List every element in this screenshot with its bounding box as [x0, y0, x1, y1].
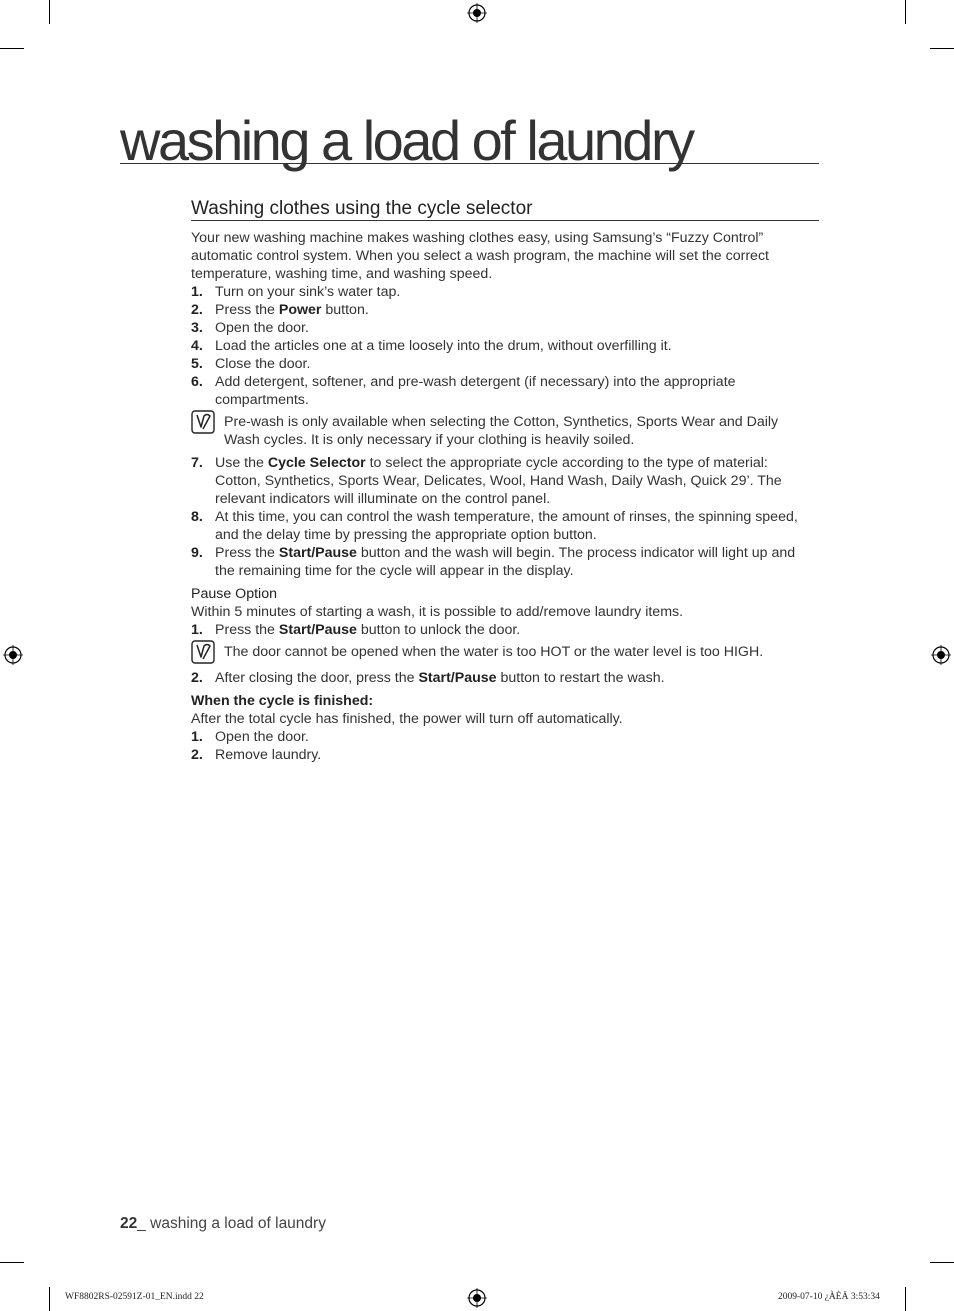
section-title: Washing clothes using the cycle selector: [191, 197, 819, 221]
note: [191, 413, 803, 449]
date-slug: 2009-07-10 ¿ÀÈÄ 3:53:34: [778, 1292, 880, 1302]
crop-mark: [0, 48, 24, 49]
list-item: 1. Turn on your sink’s water tap.: [191, 284, 401, 300]
note-text: The door cannot be opened when the water is too HOT or the water level is too HIGH.: [224, 644, 764, 660]
list-item: 2. After closing the door, press the Start/Pause button to restart the wash.: [191, 670, 665, 686]
crop-mark: [905, 1287, 906, 1311]
crop-mark: [49, 1287, 50, 1311]
crop-mark: [930, 1262, 954, 1263]
steps-list: [191, 728, 803, 764]
main-content: [191, 229, 803, 764]
note: [191, 643, 803, 664]
list-item: 9. Press the Start/Pause button and the wash will begin. The process indicator will light up and the remaining time for the cycle will appear in the display.: [191, 545, 796, 579]
footer-text: _ washing a load of laundry: [137, 1215, 326, 1232]
finished-heading: When the cycle is finished:: [191, 693, 374, 709]
page-title: washing a load of laundry: [120, 106, 819, 164]
crop-mark: [930, 48, 954, 49]
note-pencil-icon: [191, 640, 215, 664]
pause-option-intro: Within 5 minutes of starting a wash, it is possible to add/remove laundry items.: [191, 604, 684, 620]
pause-option-heading: Pause Option: [191, 586, 277, 602]
list-item: 3. Open the door.: [191, 320, 309, 336]
steps-list: [191, 283, 803, 409]
steps-list: [191, 454, 803, 580]
note-pencil-icon: [191, 410, 215, 434]
list-item: 8. At this time, you can control the wash temperature, the amount of rinses, the spinning speed, and the delay time by pressing the appropriate option button.: [191, 509, 798, 543]
finished-intro: After the total cycle has finished, the power will turn off automatically.: [191, 711, 623, 727]
registration-mark-icon: [3, 645, 23, 665]
list-item: 7. Use the Cycle Selector to select the appropriate cycle according to the type of material: Cotton, Synthetics, Sports Wear, Delicates, Wool, Hand Wash, Daily Wash, Quick 29’. The relevant indicators will illuminate on the control panel.: [191, 455, 782, 507]
list-item: 2. Remove laundry.: [191, 747, 322, 763]
list-item: 5. Close the door.: [191, 356, 311, 372]
crop-mark: [0, 1262, 24, 1263]
registration-mark-icon: [931, 645, 951, 665]
page-footer: [120, 1215, 326, 1233]
list-item: 2. Press the Power button.: [191, 302, 369, 318]
intro-paragraph: Your new washing machine makes washing clothes easy, using Samsung’s “Fuzzy Control” automatic control system. When you select a wash program, the machine will set the correct temperature, washing time, and washing speed.: [191, 230, 769, 282]
crop-mark: [905, 0, 906, 24]
list-item: 4. Load the articles one at a time loosely into the drum, without overfilling it.: [191, 338, 672, 354]
registration-mark-icon: [467, 1288, 487, 1308]
list-item: 6. Add detergent, softener, and pre-wash detergent (if necessary) into the appropriate compartments.: [191, 374, 736, 408]
crop-mark: [49, 0, 50, 24]
file-slug: WF8802RS-02591Z-01_EN.indd 22: [65, 1292, 204, 1302]
list-item: 1. Press the Start/Pause button to unlock the door.: [191, 622, 521, 638]
list-item: 1. Open the door.: [191, 729, 309, 745]
page-number: 22: [120, 1215, 138, 1232]
note-text: Pre-wash is only available when selecting the Cotton, Synthetics, Sports Wear and Daily Wash cycles. It is only necessary if your clothing is heavily soiled.: [224, 414, 779, 448]
registration-mark-icon: [467, 3, 487, 23]
